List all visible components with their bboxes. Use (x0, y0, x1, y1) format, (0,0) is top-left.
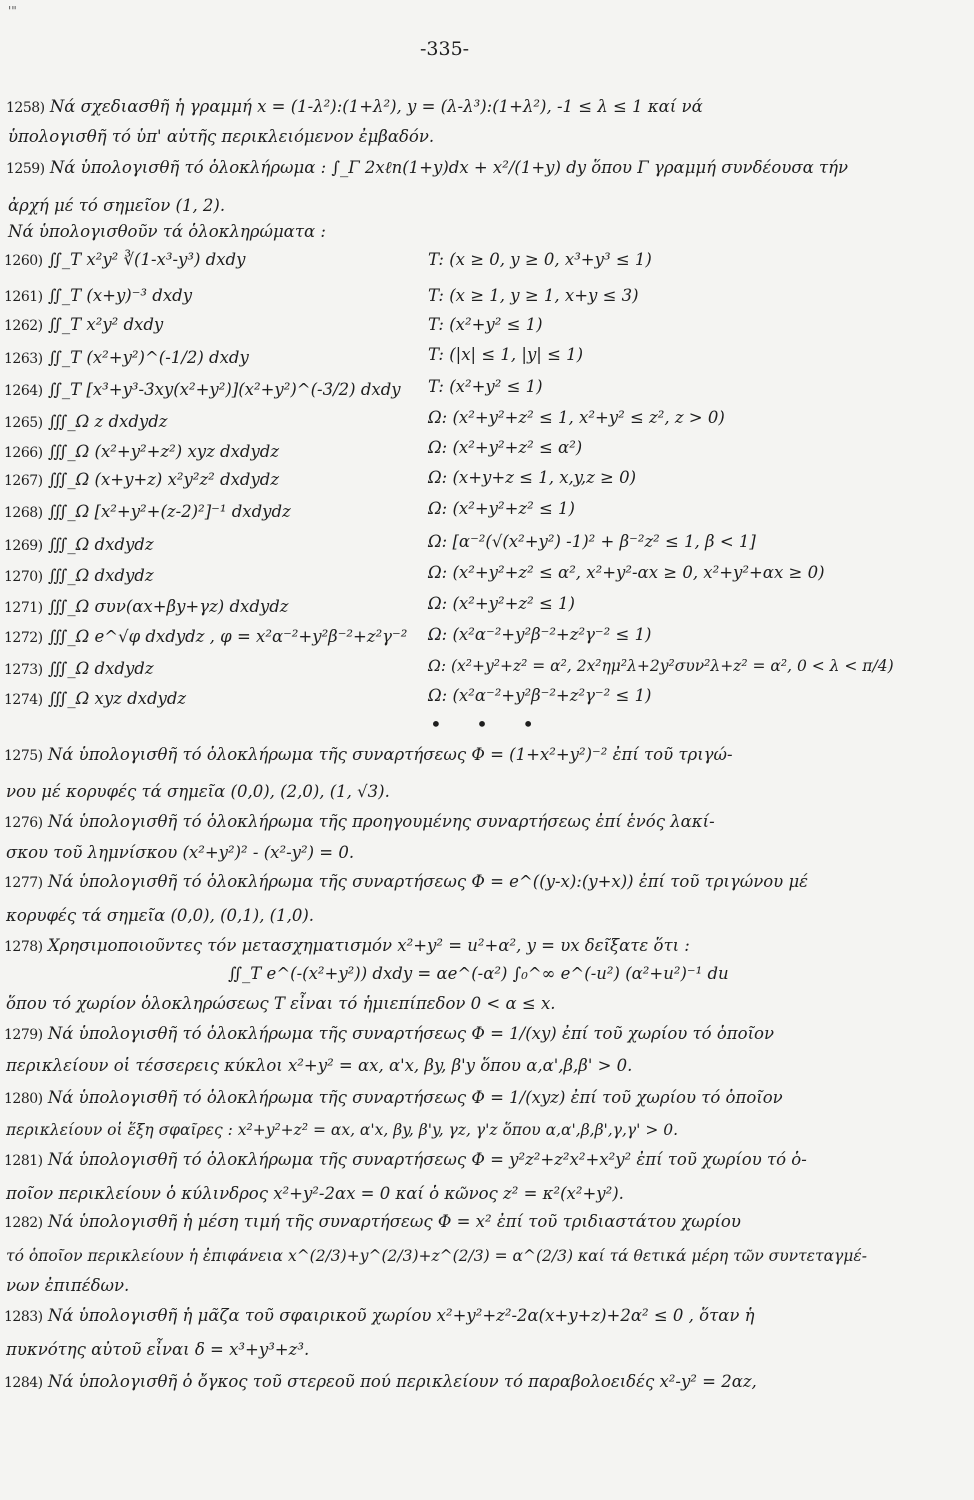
problem-1280-line1: 1280) Νά ὑπολογισθῆ τό ὁλοκλήρωμα τῆς συναρτήσεως Φ = 1/(xyz) ἐπί τοῦ χωρίου τό ὁποῖον (4, 1088, 783, 1107)
domain-1271: Ω: (x²+y²+z² ≤ 1) (428, 594, 575, 613)
problem-1281-line1: 1281) Νά ὑπολογισθῆ τό ὁλοκλήρωμα τῆς συναρτήσεως Φ = y²z²+z²x²+x²y² ἐπί τοῦ χωρίου τό ὁ- (4, 1150, 807, 1169)
problem-1282-line3: νων ἐπιπέδων. (6, 1276, 130, 1295)
integral-1272: 1272) ∭_Ω e^√φ dxdydz , φ = x²α⁻²+y²β⁻²+z²γ⁻² (4, 627, 408, 646)
problem-1259-line2: ἀρχή μέ τό σημεῖον (1, 2). (8, 196, 226, 215)
section-separator: • • • (430, 712, 549, 736)
problem-1278-line2: ὅπου τό χωρίον ὁλοκληρώσεως T εἶναι τό ἡμιεπίπεδον 0 < α ≤ x. (6, 994, 556, 1013)
integral-1268: 1268) ∭_Ω [x²+y²+(z-2)²]⁻¹ dxdydz (4, 502, 291, 521)
domain-1273: Ω: (x²+y²+z² = α², 2x²ημ²λ+2y²συν²λ+z² = α², 0 < λ < π/4) (428, 657, 894, 675)
page-number: -335- (420, 38, 470, 60)
problem-1276-line1: 1276) Νά ὑπολογισθῆ τό ὁλοκλήρωμα τῆς προηγουμένης συναρτήσεως ἐπί ἑνός λακί- (4, 812, 715, 831)
domain-1265: Ω: (x²+y²+z² ≤ 1, x²+y² ≤ z², z > 0) (428, 408, 725, 427)
problem-1258-line1: 1258) Νά σχεδιασθῆ ἡ γραμμή x = (1-λ²):(1+λ²), y = (λ-λ³):(1+λ²), -1 ≤ λ ≤ 1 καί νά (6, 97, 703, 116)
corner-mark: '" (8, 4, 17, 18)
problem-1281-line2: ποῖον περικλείουν ὁ κύλινδρος x²+y²-2αx = 0 καί ὁ κῶνος z² = κ²(x²+y²). (6, 1184, 624, 1203)
integral-1265: 1265) ∭_Ω z dxdydz (4, 412, 168, 431)
problem-1277-line1: 1277) Νά ὑπολογισθῆ τό ὁλοκλήρωμα τῆς συναρτήσεως Φ = e^((y-x):(y+x)) ἐπί τοῦ τριγώνου μέ (4, 872, 809, 891)
problem-1275-line1: 1275) Νά ὑπολογισθῆ τό ὁλοκλήρωμα τῆς συναρτήσεως Φ = (1+x²+y²)⁻² ἐπί τοῦ τριγώ- (4, 745, 733, 764)
integral-1261: 1261) ∬_T (x+y)⁻³ dxdy (4, 286, 193, 305)
domain-1274: Ω: (x²α⁻²+y²β⁻²+z²γ⁻² ≤ 1) (428, 686, 652, 705)
domain-1268: Ω: (x²+y²+z² ≤ 1) (428, 499, 575, 518)
domain-1269: Ω: [α⁻²(√(x²+y²) -1)² + β⁻²z² ≤ 1, β < 1] (428, 532, 756, 551)
problem-1259-line1: 1259) Νά ὑπολογισθῆ τό ὁλοκλήρωμα : ∫_Γ 2xℓn(1+y)dx + x²/(1+y) dy ὅπου Γ γραμμή συνδέουσα τήν (6, 158, 849, 177)
domain-1263: T: (|x| ≤ 1, |y| ≤ 1) (428, 345, 584, 364)
domain-1262: T: (x²+y² ≤ 1) (428, 315, 543, 334)
problem-1279-line1: 1279) Νά ὑπολογισθῆ τό ὁλοκλήρωμα τῆς συναρτήσεως Φ = 1/(xy) ἐπί τοῦ χωρίου τό ὁποῖον (4, 1024, 775, 1043)
integral-1266: 1266) ∭_Ω (x²+y²+z²) xyz dxdydz (4, 442, 280, 461)
problem-1283-line2: πυκνότης αὐτοῦ εἶναι δ = x³+y³+z³. (6, 1340, 310, 1359)
problem-1279-line2: περικλείουν οἱ τέσσερεις κύκλοι x²+y² = αx, α'x, βy, β'y ὅπου α,α',β,β' > 0. (6, 1056, 633, 1075)
integral-1267: 1267) ∭_Ω (x+y+z) x²y²z² dxdydz (4, 470, 280, 489)
integral-1269: 1269) ∭_Ω dxdydz (4, 535, 154, 554)
integral-1264: 1264) ∬_T [x³+y³-3xy(x²+y²)](x²+y²)^(-3/2) dxdy (4, 380, 401, 399)
domain-1270: Ω: (x²+y²+z² ≤ α², x²+y²-αx ≥ 0, x²+y²+αx ≥ 0) (428, 563, 825, 582)
integral-1274: 1274) ∭_Ω xyz dxdydz (4, 689, 187, 708)
problem-1284-line1: 1284) Νά ὑπολογισθῆ ὁ ὄγκος τοῦ στερεοῦ πού περικλείουν τό παραβολοειδές x²-y² = 2αz, (4, 1372, 757, 1391)
integral-1273: 1273) ∭_Ω dxdydz (4, 659, 154, 678)
domain-1272: Ω: (x²α⁻²+y²β⁻²+z²γ⁻² ≤ 1) (428, 625, 652, 644)
problem-1278-formula: ∬_T e^(-(x²+y²)) dxdy = αe^(-α²) ∫₀^∞ e^(-u²) (α²+u²)⁻¹ du (228, 964, 729, 983)
problem-1282-line2: τό ὁποῖον περικλείουν ἡ ἐπιφάνεια x^(2/3)+y^(2/3)+z^(2/3) = α^(2/3) καί τά θετικά μέρη τῶν συντεταγμέ- (6, 1247, 867, 1265)
integral-1271: 1271) ∭_Ω συν(αx+βy+γz) dxdydz (4, 597, 289, 616)
problem-1277-line2: κορυφές τά σημεῖα (0,0), (0,1), (1,0). (6, 906, 315, 925)
domain-1267: Ω: (x+y+z ≤ 1, x,y,z ≥ 0) (428, 468, 637, 487)
domain-1261: T: (x ≥ 1, y ≥ 1, x+y ≤ 3) (428, 286, 639, 305)
problem-1276-line2: σκου τοῦ λημνίσκου (x²+y²)² - (x²-y²) = 0. (6, 843, 355, 862)
integrals-intro: Νά ὑπολογισθοῦν τά ὁλοκληρώματα : (8, 222, 326, 241)
integral-1263: 1263) ∬_T (x²+y²)^(-1/2) dxdy (4, 348, 249, 367)
domain-1264: T: (x²+y² ≤ 1) (428, 377, 543, 396)
problem-1282-line1: 1282) Νά ὑπολογισθῆ ἡ μέση τιμή τῆς συναρτήσεως Φ = x² ἐπί τοῦ τριδιαστάτου χωρίου (4, 1212, 741, 1231)
integral-1262: 1262) ∬_T x²y² dxdy (4, 315, 164, 334)
problem-1258-line2: ὑπολογισθῆ τό ὑπ' αὐτῆς περικλειόμενον ἐμβαδόν. (8, 127, 435, 146)
problem-1275-line2: νου μέ κορυφές τά σημεῖα (0,0), (2,0), (1, √3). (6, 782, 390, 801)
problem-1280-line2: περικλείουν οἱ ἕξη σφαῖρες : x²+y²+z² = αx, α'x, βy, β'y, γz, γ'z ὅπου α,α',β,β',γ,γ' > 0. (6, 1121, 679, 1139)
integral-1270: 1270) ∭_Ω dxdydz (4, 566, 154, 585)
domain-1260: T: (x ≥ 0, y ≥ 0, x³+y³ ≤ 1) (428, 250, 652, 269)
domain-1266: Ω: (x²+y²+z² ≤ α²) (428, 438, 583, 457)
problem-1278-line1: 1278) Χρησιμοποιοῦντες τόν μετασχηματισμόν x²+y² = u²+α², y = υx δεῖξατε ὅτι : (4, 936, 690, 955)
integral-1260: 1260) ∬_T x²y² ∛(1-x³-y³) dxdy (4, 250, 246, 269)
problem-1283-line1: 1283) Νά ὑπολογισθῆ ἡ μᾶζα τοῦ σφαιρικοῦ χωρίου x²+y²+z²-2α(x+y+z)+2α² ≤ 0 , ὅταν ἡ (4, 1306, 755, 1325)
